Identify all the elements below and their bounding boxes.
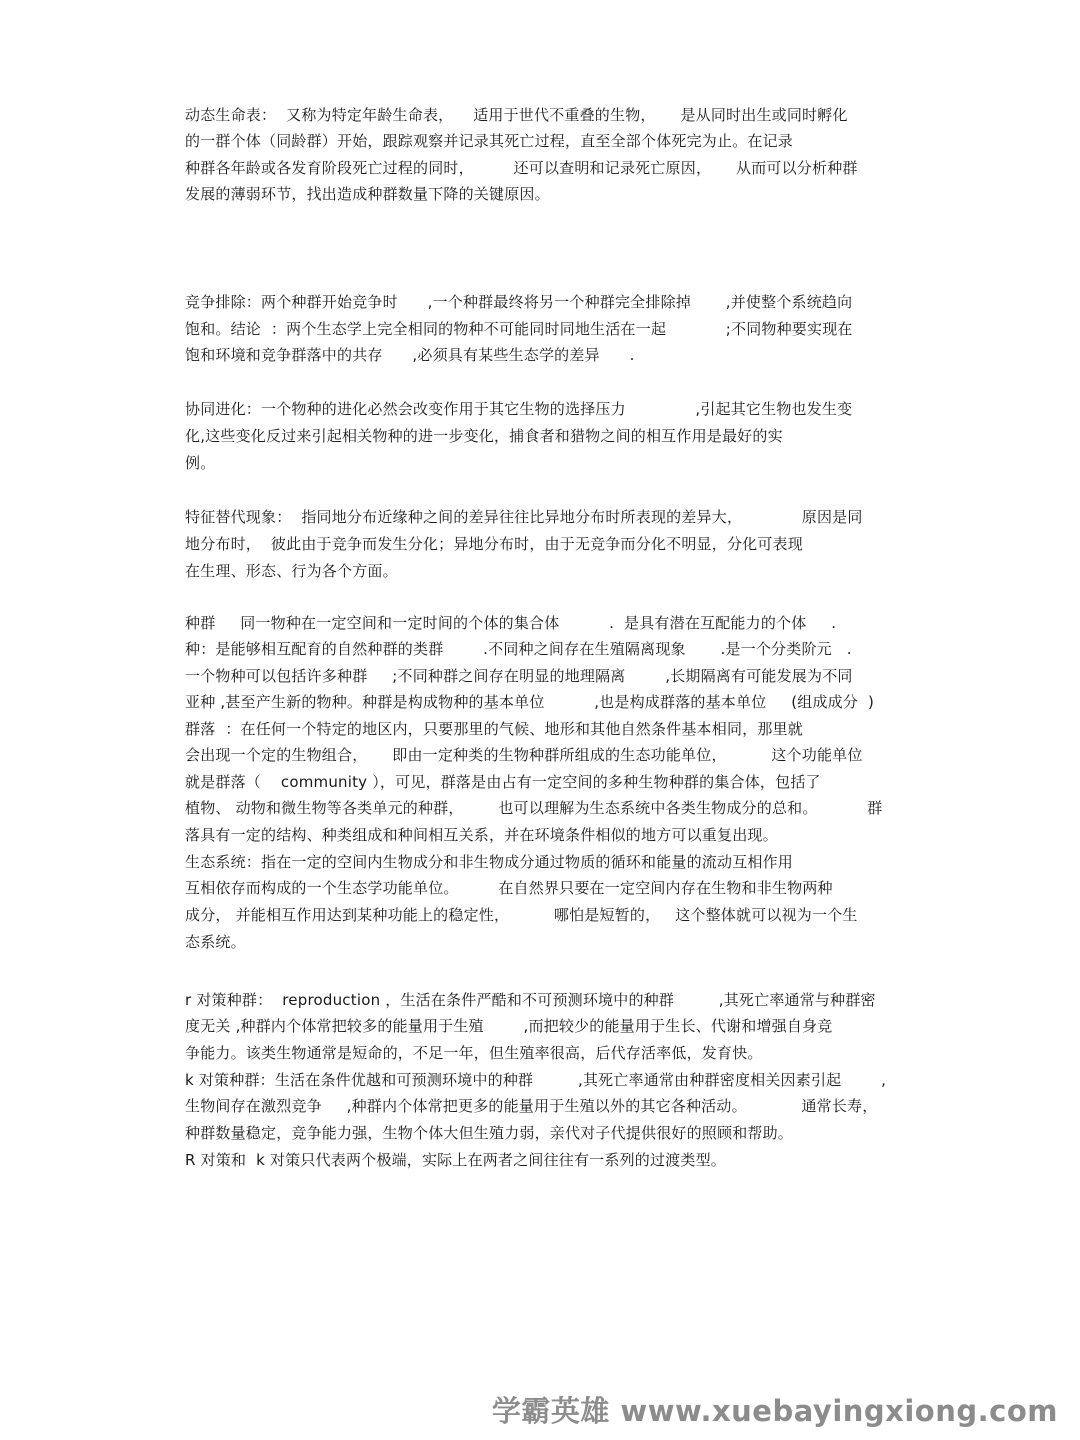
text-line: 例。 xyxy=(185,454,216,472)
text-line: R 对策和 k 对策只代表两个极端，实际上在两者之间往往有一系列的过渡类型。 xyxy=(185,1151,726,1169)
text-line: 种群 同一物种在一定空间和一定时间的个体的集合体 . 是具有潜在互配能力的个体 . xyxy=(185,614,837,632)
text-line: 互相依存而构成的一个生态学功能单位。 在自然界只要在一定空间内存在生物和非生物两种 xyxy=(185,879,833,897)
text-line: 生态系统：指在一定的空间内生物成分和非生物成分通过物质的循环和能量的流动互相作用 xyxy=(185,853,794,871)
text-line: 地分布时， 彼此由于竞争而发生分化；异地分布时，由于无竞争而分化不明显，分化可表现 xyxy=(185,535,803,553)
text-line: 落具有一定的结构、种类组成和种间相互关系，并在环境条件相似的地方可以重复出现。 xyxy=(185,826,778,844)
text-line: 种群数量稳定，竞争能力强，生物个体大但生殖力弱，亲代对子代提供很好的照顾和帮助。 xyxy=(185,1124,794,1142)
text-line: 植物、 动物和微生物等各类单元的种群， 也可以理解为生态系统中各类生物成分的总和。 群 xyxy=(185,799,883,817)
text-line: 种群各年龄或各发育阶段死亡过程的同时， 还可以查明和记录死亡原因， 从而可以分析种群 xyxy=(185,159,858,177)
text-line: 化,这些变化反过来引起相关物种的进一步变化，捕食者和猎物之间的相互作用是最好的实 xyxy=(185,427,783,445)
text-line: 种：是能够相互配育的自然种群的类群 .不同种之间存在生殖隔离现象 .是一个分类阶元 . xyxy=(185,640,852,658)
text-line: 亚种 ,甚至产生新的物种。种群是构成物种的基本单位 ,也是构成群落的基本单位 (组成成分 ) xyxy=(185,693,875,711)
text-line: r 对策种群： reproduction ，生活在条件严酷和不可预测环境中的种群 ,其死亡率通常与种群密 xyxy=(185,991,876,1009)
text-line: k 对策种群：生活在条件优越和可预测环境中的种群 ,其死亡率通常由种群密度相关因素引起 , xyxy=(185,1071,887,1089)
text-line: 特征替代现象： 指同地分布近缘种之间的差异往往比异地分布时所表现的差异大， 原因是同 xyxy=(185,508,863,526)
text-line: 的一群个体（同龄群）开始，跟踪观察并记录其死亡过程，直至全部个体死完为止。在记录 xyxy=(185,132,794,150)
text-line: 态系统。 xyxy=(185,933,246,951)
text-line: 协同进化：一个物种的进化必然会改变作用于其它生物的选择压力 ,引起其它生物也发生变 xyxy=(185,400,853,418)
text-line: 在生理、形态、行为各个方面。 xyxy=(185,562,398,580)
text-line: 饱和。结论 ：两个生态学上完全相同的物种不可能同时同地生活在一起 ;不同物种要实现在 xyxy=(185,320,853,338)
text-line: 竞争排除：两个种群开始竞争时 ,一个种群最终将另一个种群完全排除掉 ,并使整个系统趋向 xyxy=(185,293,853,311)
text-line: 会出现一个定的生物组合， 即由一定种类的生物种群所组成的生态功能单位， 这个功能单位 xyxy=(185,746,863,764)
text-line: 群落 ：在任何一个特定的地区内，只要那里的气候、地形和其他自然条件基本相同，那里就 xyxy=(185,720,803,738)
text-line: 就是群落（ community ），可见，群落是由占有一定空间的多种生物种群的集合体，包括了 xyxy=(185,773,821,791)
text-line: 生物间存在激烈竞争 ,种群内个体常把更多的能量用于生殖以外的其它各种活动。 通常长寿， xyxy=(185,1097,878,1115)
text-line: 一个物种可以包括许多种群 ;不同种群之间存在明显的地理隔离 ,长期隔离有可能发展为不同 xyxy=(185,667,853,685)
text-line: 成分， 并能相互作用达到某种功能上的稳定性， 哪怕是短暂的， 这个整体就可以视为一个生 xyxy=(185,906,858,924)
text-line: 争能力。该类生物通常是短命的，不足一年，但生殖率很高，后代存活率低，发育快。 xyxy=(185,1044,763,1062)
text-line: 发展的薄弱环节，找出造成种群数量下降的关键原因。 xyxy=(185,185,550,203)
watermark: 学霸英雄 www.xuebayingxiong.com xyxy=(491,1394,1058,1428)
text-line: 动态生命表： 又称为特定年龄生命表， 适用于世代不重叠的生物， 是从同时出生或同时孵化 xyxy=(185,106,848,124)
text-line: 饱和环境和竞争群落中的共存 ,必须具有某些生态学的差异 . xyxy=(185,346,635,364)
text-line: 度无关 ,种群内个体常把较多的能量用于生殖 ,而把较少的能量用于生长、代谢和增强自身竞 xyxy=(185,1017,833,1035)
